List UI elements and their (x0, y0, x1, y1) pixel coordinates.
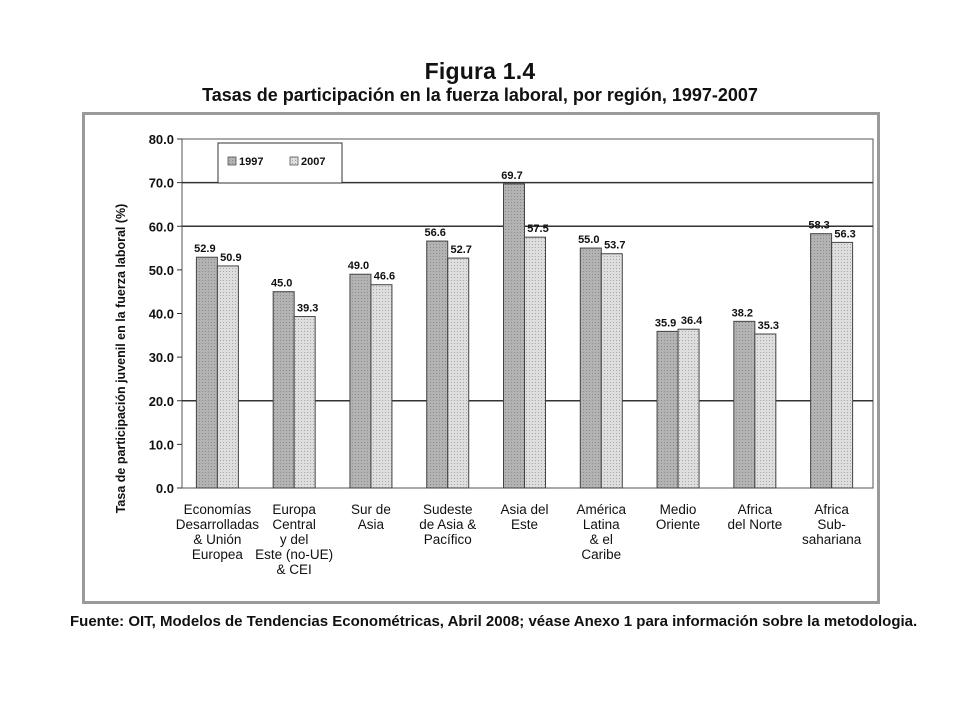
bar-1997-2 (350, 274, 371, 488)
y-tick-label: 20.0 (148, 393, 174, 409)
bar-2007-0 (217, 266, 238, 488)
data-label-2007-5: 53.7 (604, 239, 626, 252)
legend-label-1997: 1997 (239, 156, 264, 168)
category-label-line: & Unión (193, 532, 242, 547)
category-label-line: Africa (814, 502, 849, 517)
category-label-line: Desarrolladas (175, 517, 260, 532)
category-label-3 (419, 502, 476, 547)
bar-2007-2 (371, 285, 392, 488)
category-label-line: y del (279, 532, 309, 547)
category-label-line: Oriente (655, 517, 701, 532)
category-label-line: & CEI (276, 562, 312, 577)
data-label-2007-0: 50.9 (220, 251, 242, 264)
category-label-line: Pacífico (423, 532, 472, 547)
category-label-line: Caribe (581, 547, 622, 562)
y-tick-label: 70.0 (148, 175, 174, 191)
data-label-1997-4: 69.7 (501, 169, 523, 182)
bar-2007-8 (832, 242, 853, 488)
category-label-1 (255, 502, 333, 577)
y-tick-label: 80.0 (148, 132, 174, 147)
category-label-line: de Asia & (419, 517, 477, 532)
category-label-line: Latina (582, 517, 620, 532)
category-label-8 (802, 502, 862, 547)
category-label-6 (656, 502, 700, 532)
category-label-0 (176, 502, 260, 562)
category-label-line: Europea (191, 547, 243, 562)
data-label-1997-6: 35.9 (654, 317, 677, 330)
y-tick-label: 50.0 (148, 262, 174, 278)
bar-2007-1 (294, 317, 315, 488)
legend-label-2007: 2007 (301, 156, 326, 168)
category-label-line: del Norte (727, 517, 783, 532)
category-label-line: Medio (659, 502, 697, 517)
legend-swatch-2007 (290, 157, 298, 165)
bar-1997-0 (196, 257, 217, 488)
source-note: Fuente: OIT, Modelos de Tendencias Econométricas, Abril 2008; véase Anexo 1 para información sobre la metodologia. (70, 613, 918, 630)
y-tick-label: 60.0 (148, 219, 174, 235)
category-label-line: Asia (357, 517, 385, 532)
category-label-line: Sudeste (422, 502, 473, 517)
bar-1997-5 (580, 248, 601, 488)
category-label-line: Sur de (351, 502, 391, 517)
bar-1997-8 (811, 234, 832, 488)
data-label-1997-1: 45.0 (270, 277, 293, 290)
category-label-2 (351, 502, 391, 532)
bar-1997-1 (273, 292, 294, 488)
bar-1997-6 (657, 331, 678, 488)
bar-1997-7 (734, 321, 755, 488)
category-label-line: Asia del (500, 502, 549, 517)
bar-2007-6 (678, 329, 699, 488)
legend-swatch-1997 (228, 157, 236, 165)
y-tick-label: 10.0 (148, 437, 174, 453)
data-label-1997-3: 56.6 (424, 227, 446, 240)
figure-title: Figura 1.4 (424, 58, 536, 84)
chart-frame (82, 112, 880, 604)
data-label-1997-2: 49.0 (347, 260, 370, 273)
bar-2007-3 (448, 258, 469, 488)
category-label-line: Central (272, 517, 316, 532)
category-label-7 (727, 502, 782, 532)
category-label-line: América (576, 502, 627, 517)
data-label-1997-7: 38.2 (731, 307, 754, 320)
y-tick-label: 40.0 (148, 306, 174, 322)
data-label-1997-8: 58.3 (808, 219, 830, 232)
bar-1997-3 (427, 241, 448, 488)
bar-chart (85, 115, 877, 601)
data-label-2007-7: 35.3 (757, 320, 780, 333)
data-label-2007-3: 52.7 (450, 244, 472, 257)
category-label-line: & el (589, 532, 613, 547)
category-label-line: Este (510, 517, 539, 532)
bar-1997-4 (504, 184, 525, 488)
bar-2007-7 (755, 334, 776, 488)
category-label-line: Europa (272, 502, 316, 517)
category-label-line: Este (no-UE) (255, 547, 334, 562)
data-label-2007-1: 39.3 (296, 302, 319, 315)
data-label-2007-2: 46.6 (373, 270, 396, 283)
category-label-line: Economías (183, 502, 252, 517)
category-label-4 (500, 502, 548, 532)
bar-2007-5 (601, 254, 622, 488)
category-label-line: sahariana (801, 532, 862, 547)
data-label-2007-4: 57.5 (527, 223, 549, 236)
legend (218, 143, 342, 183)
y-tick-label: 30.0 (148, 350, 174, 366)
bar-2007-4 (525, 237, 546, 488)
data-label-2007-6: 36.4 (680, 315, 703, 328)
y-tick-label: 0.0 (155, 481, 174, 496)
data-label-2007-8: 56.3 (834, 228, 856, 241)
data-label-1997-5: 55.0 (578, 234, 600, 247)
category-label-5 (577, 502, 627, 562)
data-label-1997-0: 52.9 (194, 243, 216, 256)
figure-subtitle: Tasas de participación en la fuerza laboral, por región, 1997-2007 (202, 85, 758, 105)
category-label-line: Africa (737, 502, 773, 517)
y-axis-label: Tasa de participación juvenil en la fuerza laboral (%) (114, 203, 128, 514)
category-label-line: Sub- (817, 517, 846, 532)
